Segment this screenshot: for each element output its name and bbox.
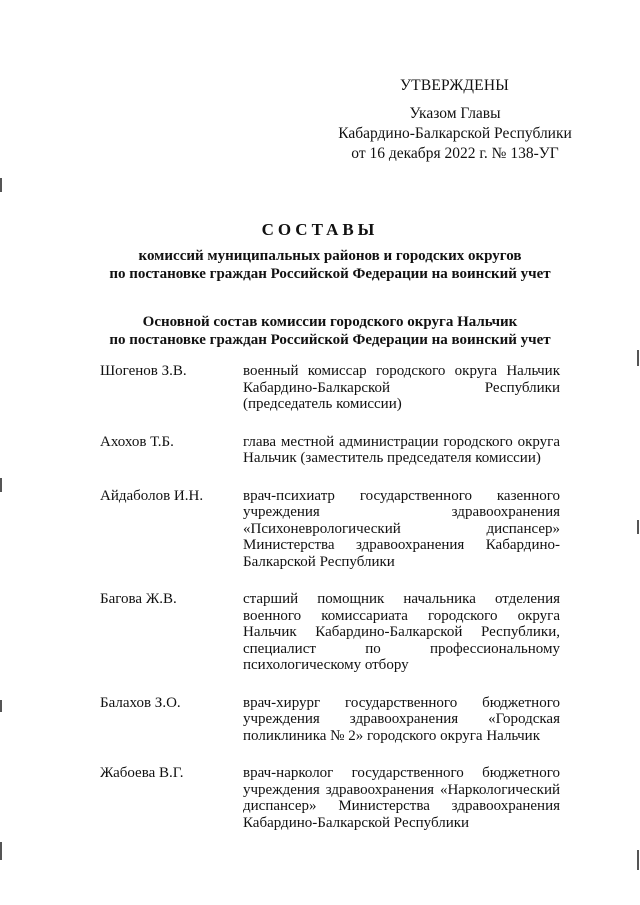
member-role: старший помощник начальника отделения военного комиссариата городского округа Нальчик Кабардино-Балкарской Республики, специалист по профессиональному психологическому отбору <box>243 591 560 673</box>
section-title-line-2: по постановке граждан Российской Федерации на воинский учет <box>109 332 551 348</box>
member-name: Жабоева В.Г. <box>100 765 184 781</box>
member-role: военный комиссар городского округа Нальчик Кабардино-Балкарской Республики (председатель комиссии) <box>243 363 560 412</box>
member-row <box>100 591 560 674</box>
member-role: врач-психиатр государственного казенного учреждения здравоохранения «Психоневрологический диспансер» Министерства здравоохранения Кабардино-Балкарской Республики <box>243 487 560 570</box>
member-name: Айдаболов И.Н. <box>100 487 204 504</box>
member-name: Ахохов Т.Б. <box>100 433 174 450</box>
member-row <box>100 765 560 831</box>
member-name: Балахов З.О. <box>100 694 181 711</box>
approval-line-2: Кабардино-Балкарской Республики <box>338 125 572 142</box>
member-row <box>100 488 560 571</box>
member-role: врач-хирург государственного бюджетного учреждения здравоохранения «Городская поликлиника № 2» городского округа Нальчик <box>243 694 560 744</box>
subtitle-line-2: по постановке граждан Российской Федерации на воинский учет <box>109 266 551 282</box>
approval-line-3: от 16 декабря 2022 г. № 138-УГ <box>351 145 559 162</box>
member-row <box>100 695 560 745</box>
approval-line-1: Указом Главы <box>409 105 501 122</box>
approval-block <box>330 76 580 164</box>
member-row <box>100 434 560 467</box>
member-role: врач-нарколог государственного бюджетного учреждения здравоохранения «Наркологический диспансер» Министерства здравоохранения Кабардино-Балкарской Республики <box>243 765 560 831</box>
scan-edge-mark <box>0 178 2 192</box>
member-row <box>100 363 560 413</box>
member-name: Багова Ж.В. <box>100 591 177 607</box>
members-list <box>100 363 560 831</box>
subtitle-line-1: комиссий муниципальных районов и городских округов <box>138 248 522 264</box>
member-name: Шогенов З.В. <box>100 363 187 379</box>
document-title: СОСТАВЫ <box>261 220 379 239</box>
section-title <box>60 313 600 349</box>
scan-edge-mark <box>0 700 2 712</box>
scan-edge-mark <box>0 842 2 860</box>
scan-edge-mark <box>0 478 2 492</box>
section-title-line-1: Основной состав комиссии городского округа Нальчик <box>142 314 518 330</box>
scan-edge-mark <box>637 850 639 870</box>
scan-edge-mark <box>637 520 639 534</box>
scan-edge-mark <box>637 350 639 366</box>
member-role: глава местной администрации городского округа Нальчик (заместитель председателя комиссии) <box>243 433 560 466</box>
document-subtitle <box>60 247 600 283</box>
approval-heading: УТВЕРЖДЕНЫ <box>400 77 509 94</box>
